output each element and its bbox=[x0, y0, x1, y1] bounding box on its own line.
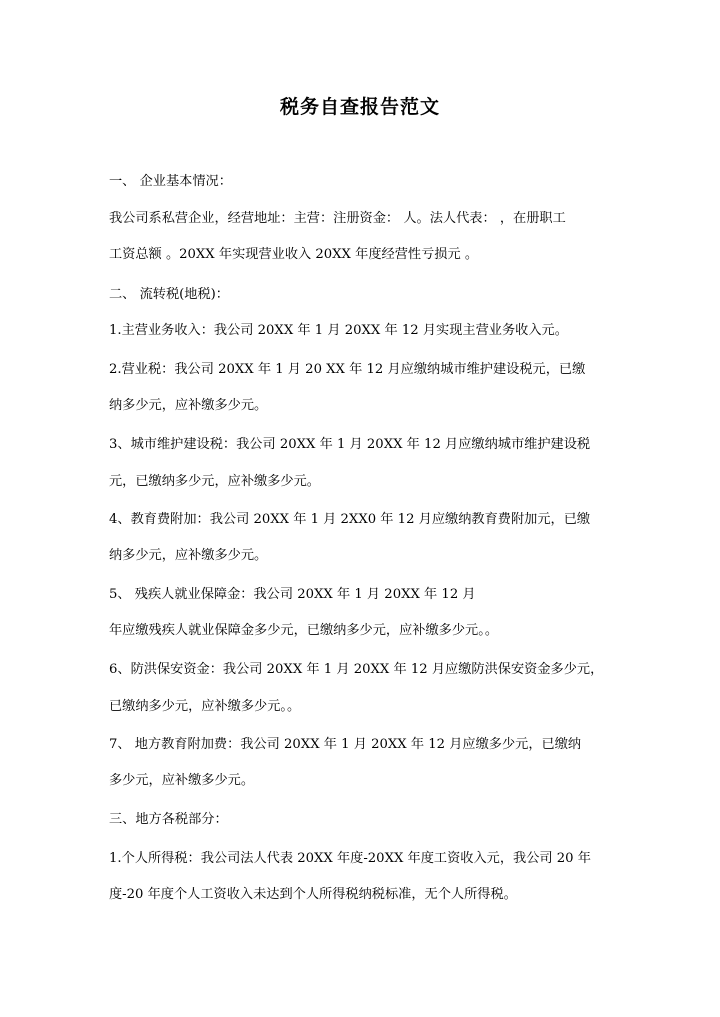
paragraph-line: 多少元，应补缴多少元。 bbox=[109, 773, 255, 788]
paragraph-line: 年应缴残疾人就业保障金多少元，已缴纳多少元，应补缴多少元。。 bbox=[109, 623, 499, 638]
paragraph-line: 6、防洪保安资金：我公司 20XX 年 1 月 20XX 年 12 月应缴防洪保安资金多少元， bbox=[109, 662, 604, 677]
section-heading-turnover-tax: 二、 流转税(地税)： bbox=[109, 287, 229, 302]
paragraph-line: 1.个人所得税：我公司法人代表 20XX 年度-20XX 年度工资收入元，我公司 20 年 bbox=[109, 851, 591, 866]
paragraph-line: 我公司系私营企业，经营地址：主营：注册资金： 人。法人代表： ，在册职工 bbox=[109, 211, 566, 226]
paragraph-line: 4、教育费附加：我公司 20XX 年 1 月 2XX0 年 12 月应缴纳教育费附加元，已缴 bbox=[109, 512, 591, 527]
paragraph-line: 工资总额 。20XX 年实现营业收入 20XX 年度经营性亏损元 。 bbox=[109, 247, 479, 262]
document-title: 税务自查报告范文 bbox=[279, 96, 440, 118]
paragraph-line: 1.主营业务收入：我公司 20XX 年 1 月 20XX 年 12 月实现主营业务收入元。 bbox=[109, 323, 568, 338]
paragraph-line: 纳多少元，应补缴多少元。 bbox=[109, 398, 268, 413]
section-heading-basic-info: 一、 企业基本情况： bbox=[109, 174, 232, 189]
paragraph-line: 已缴纳多少元，应补缴多少元。。 bbox=[109, 699, 301, 714]
paragraph-line: 2.营业税：我公司 20XX 年 1 月 20 XX 年 12 月应缴纳城市维护建设税元，已缴 bbox=[109, 362, 586, 377]
section-heading-local-taxes: 三、地方各税部分： bbox=[109, 812, 228, 827]
paragraph-line: 纳多少元，应补缴多少元。 bbox=[109, 548, 268, 563]
paragraph-line: 度-20 年度个人工资收入未达到个人所得税纳税标准，无个人所得税。 bbox=[109, 887, 517, 902]
paragraph-line: 7、 地方教育附加费：我公司 20XX 年 1 月 20XX 年 12 月应缴多少元，已缴纳 bbox=[109, 737, 582, 752]
paragraph-line: 元，已缴纳多少元，应补缴多少元。 bbox=[109, 474, 320, 489]
paragraph-line: 5、 残疾人就业保障金：我公司 20XX 年 1 月 20XX 年 12 月 bbox=[109, 587, 476, 602]
paragraph-line: 3、城市维护建设税：我公司 20XX 年 1 月 20XX 年 12 月应缴纳城市维护建设税 bbox=[109, 437, 591, 452]
